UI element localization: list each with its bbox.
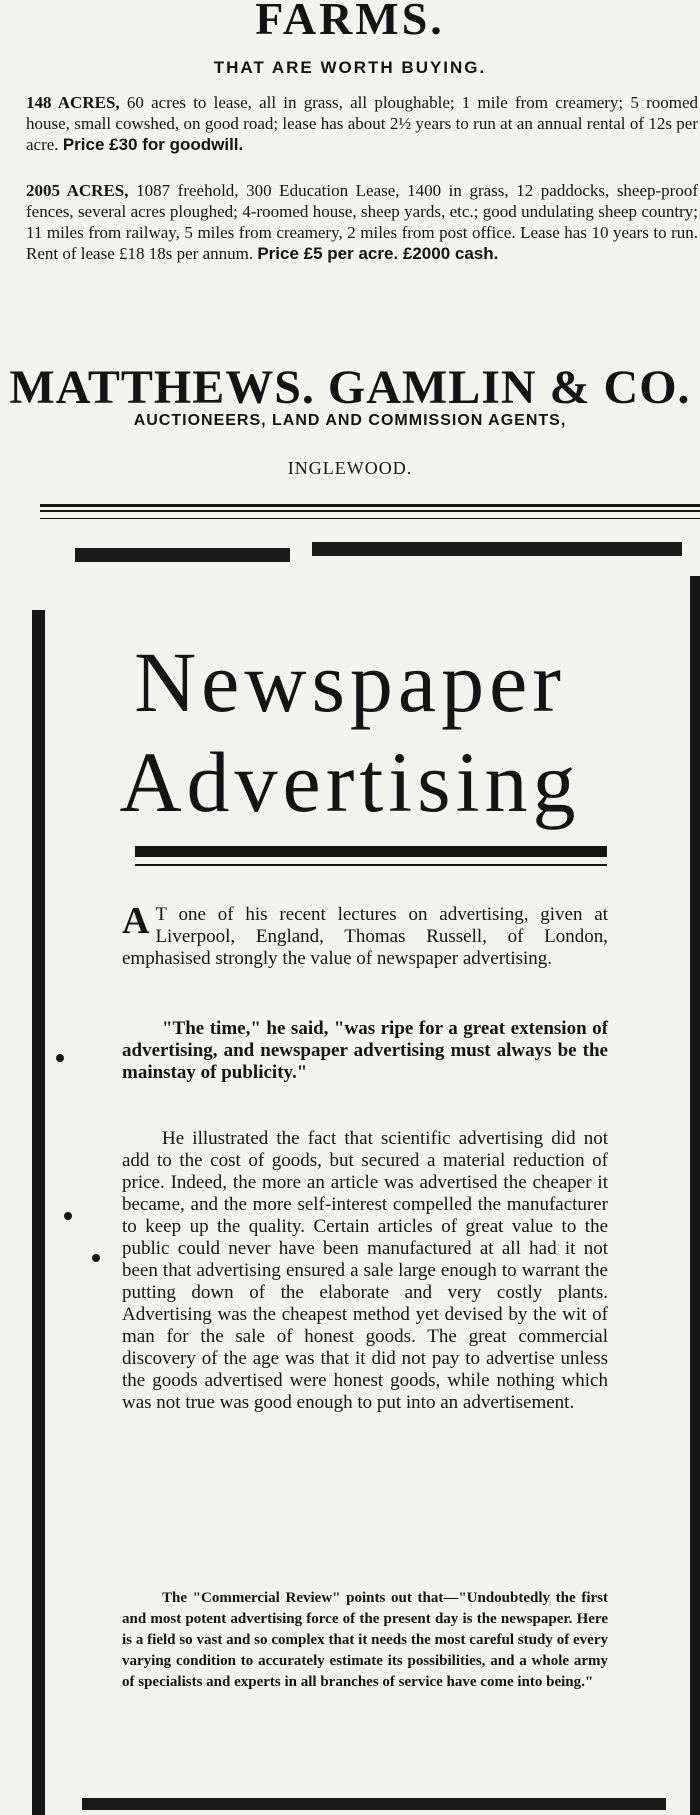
- column-rule: [40, 504, 700, 507]
- ink-dot: [64, 1212, 72, 1220]
- column-rule: [40, 518, 700, 519]
- decorative-bar: [82, 1798, 666, 1810]
- article-paragraph: [122, 900, 608, 970]
- agent-name: MATTHEWS. GAMLIN & CO.: [9, 361, 691, 414]
- listing-lead: 2005 ACRES,: [26, 181, 129, 200]
- agent-role: AUCTIONEERS, LAND AND COMMISSION AGENTS,: [133, 412, 567, 429]
- farms-title: FARMS.: [255, 0, 445, 44]
- listing-body: 1087 freehold, 300 Education Lease, 1400 in grass, 12 paddocks, sheep-proof fences, several acres ploughed; 4-roomed house, sheep yards, etc.; good undulating sheep country; 11 miles from railway, 5 miles from creamery, 2 miles from post office. Lease has 10 years to run. Rent of lease £18 18s per annum.: [26, 181, 699, 263]
- farm-listing: [26, 180, 698, 264]
- agent-town: INGLEWOOD.: [287, 458, 413, 478]
- article-headline-line-2: Advertising: [119, 734, 581, 830]
- article-paragraph: The "Commercial Review" points out that—"Undoubtedly the first and most potent advertising force of the present day is the newspaper. Here is a field so vast and so complex that it needs the most careful study of every varying condition to accurately estimate its possibilities, and a whole army of specialists and experts in all branches of service have come into being.": [122, 1590, 608, 1690]
- article-paragraph: He illustrated the fact that scientific advertising did not add to the cost of goods, but secured a material reduction of price. Indeed, the more an article was advertised the cheaper it became, and the more self-interest compelled the manufacturer to keep up the quality. Certain articles of great value to the public could never have been manufactured at all had it not been that advertising ensured a sale large enough to warrant the putting down of the elaborate and very costly plants. Advertising was the cheapest method yet devised by the wit of man for the sale of honest goods. The great commercial discovery of the age was that it did not pay to advertise unless the goods advertised were honest goods, while nothing which was not true was good enough to put into an advertisement.: [122, 1128, 608, 1413]
- listing-body: 60 acres to lease, all in grass, all ploughable; 1 mile from creamery; 5 roomed house, small cowshed, on good road; lease has about 2½ years to run at an annual rental of 12s per acre.: [26, 93, 699, 154]
- headline-rule: [135, 864, 607, 866]
- decorative-bar: [75, 548, 290, 562]
- column-rule: [40, 510, 700, 512]
- listing-lead: 148 ACRES,: [26, 93, 120, 112]
- paragraph-text: T one of his recent lectures on advertising, given at Liverpool, England, Thomas Russell, of London, emphasised strongly the value of newspaper advertising.: [122, 904, 608, 969]
- decorative-bar: [312, 542, 682, 556]
- listing-price: Price £30 for goodwill.: [62, 135, 244, 154]
- ink-dot: [92, 1254, 100, 1262]
- listing-price: Price £5 per acre. £2000 cash.: [257, 244, 499, 263]
- ink-dot: [56, 1054, 64, 1062]
- article-headline-line-1: Newspaper: [134, 634, 566, 730]
- article-paragraph: "The time," he said, "was ripe for a great extension of advertising, and newspaper advertising must always be the mainstay of publicity.": [122, 1018, 608, 1083]
- drop-cap: A: [122, 900, 150, 942]
- headline-rule: [135, 846, 607, 857]
- farm-listing: [26, 92, 698, 155]
- farms-subtitle: THAT ARE WORTH BUYING.: [213, 58, 487, 77]
